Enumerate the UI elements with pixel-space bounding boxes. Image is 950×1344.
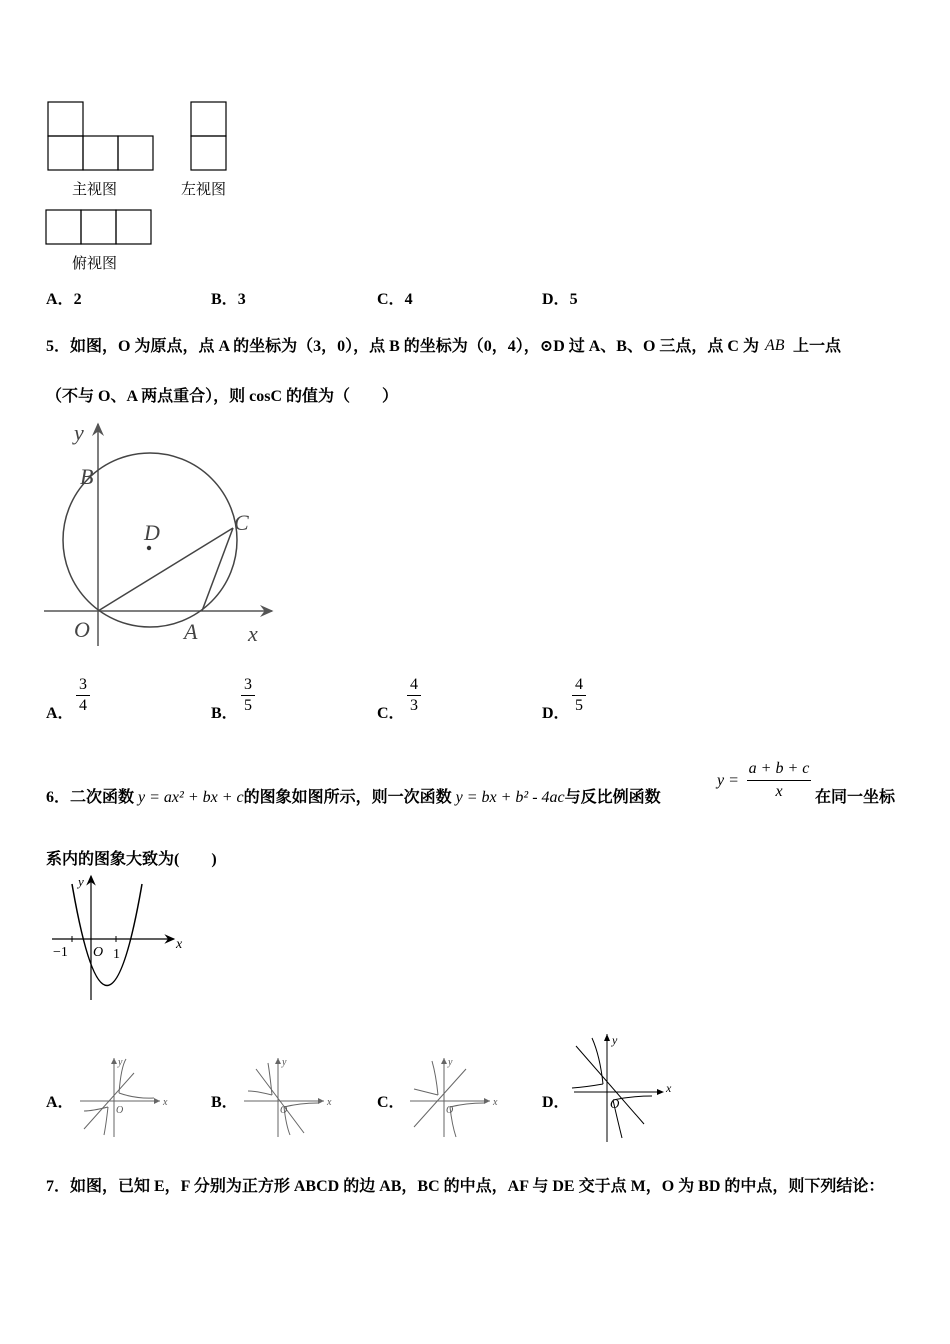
left-view-figure bbox=[189, 100, 229, 172]
axis-label-y: y bbox=[612, 1033, 618, 1047]
segment-oc bbox=[98, 528, 233, 611]
top-view-figure bbox=[44, 208, 154, 246]
q6-option-b-graph bbox=[238, 1055, 338, 1141]
axis-label-y: y bbox=[282, 1057, 287, 1068]
top-view-cell bbox=[46, 210, 81, 244]
top-view-cell bbox=[116, 210, 151, 244]
inverse-formula bbox=[717, 760, 813, 806]
q6-option-d-graph bbox=[570, 1030, 680, 1145]
numerator: a + b + c bbox=[748, 760, 810, 777]
q5-option-a-fraction bbox=[76, 676, 90, 715]
q5-option-a-letter[interactable]: A． bbox=[46, 705, 74, 722]
axis-label-x: x bbox=[327, 1097, 332, 1108]
numerator: 4 bbox=[410, 676, 418, 693]
quadratic-formula: y = ax² + bx + c bbox=[138, 789, 244, 806]
linear-formula: y = bx + b² - 4ac bbox=[455, 789, 565, 806]
q5-option-b-letter[interactable]: B． bbox=[211, 705, 238, 722]
q6-text-line1 bbox=[46, 784, 661, 807]
front-view-cell bbox=[83, 136, 118, 170]
label-one: 1 bbox=[113, 947, 120, 962]
q5-text-line2: （不与 O、A 两点重合），则 cosC 的值为（ ） bbox=[46, 388, 399, 405]
label-o: O bbox=[93, 945, 104, 960]
axis-label-x: x bbox=[493, 1097, 498, 1108]
point-d bbox=[147, 546, 151, 550]
inverse-formula-lhs: y = bbox=[717, 772, 739, 789]
q6-option-a-graph bbox=[74, 1055, 174, 1141]
denominator: x bbox=[775, 783, 783, 800]
front-view-figure bbox=[46, 100, 156, 172]
left-view-cell bbox=[191, 136, 226, 170]
label-b: B bbox=[80, 464, 94, 489]
q4-option-a[interactable]: A．2 bbox=[46, 291, 82, 308]
label-y: y bbox=[74, 420, 84, 445]
q5-option-c-fraction bbox=[407, 676, 421, 715]
q6-option-d[interactable]: D． bbox=[542, 1094, 570, 1111]
front-view-cell bbox=[48, 136, 83, 170]
q6-stem-part4: 在同一坐标 bbox=[815, 789, 896, 806]
q6-text-line2: 系内的图象大致为( ) bbox=[46, 851, 217, 868]
q4-option-d[interactable]: D．5 bbox=[542, 291, 578, 308]
front-view-label: 主视图 bbox=[72, 180, 118, 198]
denominator: 5 bbox=[575, 697, 583, 714]
axis-label-o: O bbox=[280, 1105, 288, 1116]
q5-option-c-letter[interactable]: C． bbox=[377, 705, 405, 722]
q6-stem-part3: 与反比例函数 bbox=[564, 789, 661, 806]
parabola-curve bbox=[72, 884, 142, 986]
label-a: A bbox=[184, 619, 198, 644]
numerator: 3 bbox=[244, 676, 252, 693]
segment-ac bbox=[202, 528, 233, 611]
label-o: O bbox=[74, 617, 90, 642]
label-c: C bbox=[234, 510, 249, 535]
q6-option-c[interactable]: C． bbox=[377, 1094, 405, 1111]
axis-label-o: O bbox=[116, 1105, 124, 1116]
q6-parabola-figure bbox=[50, 872, 190, 1007]
front-view-cell bbox=[48, 102, 83, 136]
q6-option-c-graph bbox=[404, 1055, 504, 1141]
q5-text-line1 bbox=[46, 333, 841, 356]
axis-label-o: O bbox=[446, 1105, 454, 1116]
denominator: 3 bbox=[410, 697, 418, 714]
axis-label-y: y bbox=[448, 1057, 453, 1068]
label-x: x bbox=[176, 937, 183, 952]
q5-circle-figure bbox=[44, 420, 284, 650]
q5-stem-part2: 上一点 bbox=[792, 338, 841, 355]
axis-label-x: x bbox=[163, 1097, 168, 1108]
label-x: x bbox=[248, 621, 258, 646]
label-d: D bbox=[144, 520, 160, 545]
left-view-cell bbox=[191, 102, 226, 136]
q5-option-b-fraction bbox=[241, 676, 255, 715]
denominator: 5 bbox=[244, 697, 252, 714]
q6-option-b[interactable]: B． bbox=[211, 1094, 238, 1111]
q5-stem-part1: 5．如图，O 为原点，点 A 的坐标为（3，0），点 B 的坐标为（0，4），⊙D 过 A、B、O 三点，点 C 为 bbox=[46, 338, 759, 355]
axis-label-x: x bbox=[666, 1081, 672, 1095]
q5-option-d-fraction bbox=[572, 676, 586, 715]
arc-ab-label: AB bbox=[764, 337, 785, 354]
q6-stem-part1: 6．二次函数 bbox=[46, 789, 135, 806]
axis-label-y: y bbox=[118, 1057, 123, 1068]
q4-option-c[interactable]: C．4 bbox=[377, 291, 413, 308]
top-view-cell bbox=[81, 210, 116, 244]
left-view-label: 左视图 bbox=[181, 180, 227, 198]
q6-stem-part2: 的图象如图所示，则一次函数 bbox=[243, 789, 452, 806]
label-minus-one: −1 bbox=[53, 945, 68, 960]
q6-option-a[interactable]: A． bbox=[46, 1094, 74, 1111]
numerator: 3 bbox=[79, 676, 87, 693]
front-view-cell bbox=[118, 136, 153, 170]
numerator: 4 bbox=[575, 676, 583, 693]
q5-option-d-letter[interactable]: D． bbox=[542, 705, 570, 722]
denominator: 4 bbox=[79, 697, 87, 714]
q4-option-b[interactable]: B．3 bbox=[211, 291, 246, 308]
top-view-label: 俯视图 bbox=[72, 254, 118, 272]
axis-label-o: O bbox=[610, 1096, 620, 1111]
label-y: y bbox=[78, 874, 84, 889]
inverse-formula-fraction bbox=[747, 760, 811, 801]
q7-text: 7．如图，已知 E，F 分别为正方形 ABCD 的边 AB，BC 的中点，AF 与 DE 交于点 M，O 为 BD 的中点，则下列结论： bbox=[46, 1178, 885, 1195]
